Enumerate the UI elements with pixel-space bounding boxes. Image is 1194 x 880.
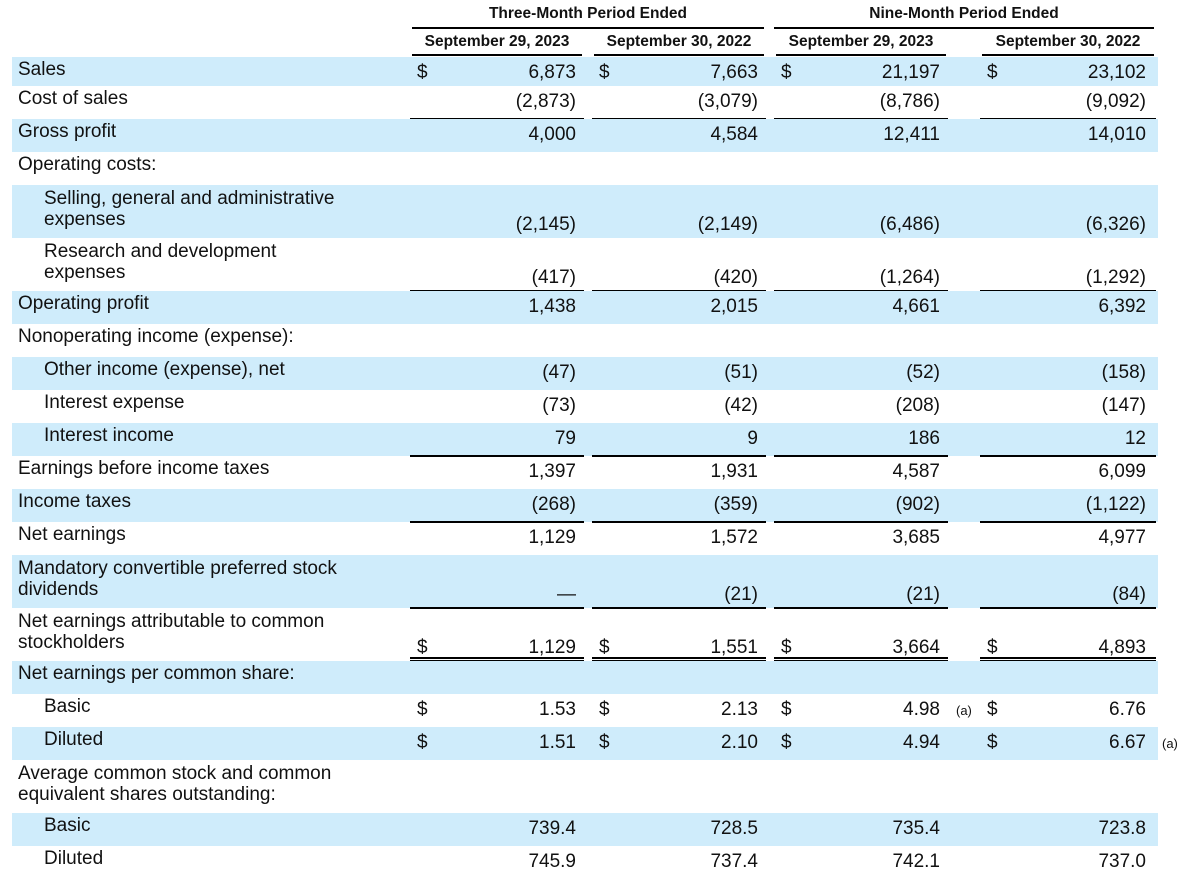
currency-symbol: $ <box>599 637 610 658</box>
value-cell: 3,664 <box>892 637 940 658</box>
value-cell: 737.4 <box>710 851 758 872</box>
value-cell: 737.0 <box>1098 851 1146 872</box>
currency-symbol: $ <box>417 732 428 753</box>
value-cell: 1,551 <box>710 637 758 658</box>
value-cell: 1,397 <box>528 461 576 482</box>
value-cell: (420) <box>713 267 758 288</box>
value-cell: (3,079) <box>697 91 758 112</box>
value-cell: (2,873) <box>515 91 576 112</box>
value-cell: 12 <box>1124 428 1146 449</box>
value-cell: — <box>557 584 576 605</box>
row-label: Earnings before income taxes <box>18 458 270 479</box>
value-cell: 1,572 <box>710 527 758 548</box>
value-cell: 2.13 <box>721 699 758 720</box>
value-cell: 186 <box>908 428 940 449</box>
value-cell: (84) <box>1112 584 1146 605</box>
value-cell: 21,197 <box>881 62 940 83</box>
value-cell: 6,873 <box>528 62 576 83</box>
row-label: Operating costs: <box>18 154 157 175</box>
value-cell: 23,102 <box>1087 62 1146 83</box>
value-cell: 4.98 <box>903 699 940 720</box>
value-cell: (268) <box>531 494 576 515</box>
value-cell: 4.94 <box>903 732 940 753</box>
value-cell: (2,145) <box>515 214 576 235</box>
value-cell: 4,587 <box>892 461 940 482</box>
value-cell: (902) <box>895 494 940 515</box>
row-label: Gross profit <box>18 121 117 142</box>
row-label: equivalent shares outstanding: <box>18 784 276 805</box>
value-cell: (8,786) <box>879 91 940 112</box>
row-label: Interest income <box>44 425 174 446</box>
row-label: Other income (expense), net <box>44 359 285 380</box>
value-cell: 4,584 <box>710 124 758 145</box>
value-cell: 4,977 <box>1098 527 1146 548</box>
value-cell: (158) <box>1101 362 1146 383</box>
value-cell: 1,129 <box>528 637 576 658</box>
value-cell: 1,129 <box>528 527 576 548</box>
value-cell: 745.9 <box>528 851 576 872</box>
column-header-2: September 30, 2022 <box>606 33 752 50</box>
row-label: Basic <box>44 815 91 836</box>
row-label: Cost of sales <box>18 88 128 109</box>
currency-symbol: $ <box>417 637 428 658</box>
currency-symbol: $ <box>987 637 998 658</box>
currency-symbol: $ <box>781 732 792 753</box>
currency-symbol: $ <box>781 637 792 658</box>
value-cell: 723.8 <box>1098 818 1146 839</box>
value-cell: (21) <box>906 584 940 605</box>
table-row <box>12 152 1158 185</box>
value-cell: (147) <box>1101 395 1146 416</box>
row-label: Mandatory convertible preferred stock <box>18 558 337 579</box>
row-label: Nonoperating income (expense): <box>18 326 294 347</box>
row-label: Net earnings <box>18 524 126 545</box>
row-label: Interest expense <box>44 392 185 413</box>
value-cell: 2.10 <box>721 732 758 753</box>
value-cell: (1,122) <box>1085 494 1146 515</box>
row-label: Basic <box>44 696 91 717</box>
row-label: expenses <box>44 262 126 283</box>
row-label: Research and development <box>44 241 277 262</box>
row-label: Net earnings attributable to common <box>18 611 325 632</box>
value-cell: 6,392 <box>1098 296 1146 317</box>
currency-symbol: $ <box>781 699 792 720</box>
value-cell: (47) <box>542 362 576 383</box>
value-cell: 6.67 <box>1109 732 1146 753</box>
value-cell: 1,931 <box>710 461 758 482</box>
currency-symbol: $ <box>781 62 792 83</box>
row-label: expenses <box>44 209 126 230</box>
value-cell: (208) <box>895 395 940 416</box>
value-cell: 14,010 <box>1087 124 1146 145</box>
value-cell: (51) <box>724 362 758 383</box>
currency-symbol: $ <box>599 699 610 720</box>
value-cell: 79 <box>554 428 576 449</box>
row-label: Average common stock and common <box>18 763 332 784</box>
column-header-4: September 30, 2022 <box>995 33 1141 50</box>
currency-symbol: $ <box>987 699 998 720</box>
value-cell: (52) <box>906 362 940 383</box>
value-cell: 6,099 <box>1098 461 1146 482</box>
value-cell: 4,661 <box>892 296 940 317</box>
row-label: Net earnings per common share: <box>18 663 295 684</box>
value-cell: 2,015 <box>710 296 758 317</box>
value-cell: 735.4 <box>892 818 940 839</box>
value-cell: 12,411 <box>883 124 940 145</box>
currency-symbol: $ <box>417 699 428 720</box>
currency-symbol: $ <box>987 62 998 83</box>
value-cell: (6,326) <box>1085 214 1146 235</box>
column-header-1: September 29, 2023 <box>424 33 570 50</box>
footnote-marker: (a) <box>1162 736 1178 751</box>
value-cell: (73) <box>542 395 576 416</box>
value-cell: 1.51 <box>539 732 576 753</box>
row-label: dividends <box>18 579 99 600</box>
value-cell: (359) <box>713 494 758 515</box>
value-cell: 4,893 <box>1098 637 1146 658</box>
row-label: Operating profit <box>18 293 149 314</box>
row-label: Diluted <box>44 729 104 750</box>
row-label: stockholders <box>18 632 125 653</box>
value-cell: (1,264) <box>879 267 940 288</box>
value-cell: 742.1 <box>892 851 940 872</box>
currency-symbol: $ <box>599 732 610 753</box>
group-header-nine-month: Nine-Month Period Ended <box>869 5 1059 22</box>
value-cell: (42) <box>724 395 758 416</box>
value-cell: (417) <box>531 267 576 288</box>
row-label: Sales <box>18 59 66 80</box>
value-cell: 7,663 <box>710 62 758 83</box>
value-cell: 4,000 <box>528 124 576 145</box>
value-cell: 728.5 <box>710 818 758 839</box>
value-cell: (2,149) <box>697 214 758 235</box>
group-header-three-month: Three-Month Period Ended <box>488 5 688 22</box>
row-label: Selling, general and administrative <box>44 188 335 209</box>
value-cell: 3,685 <box>892 527 940 548</box>
row-label: Diluted <box>44 848 104 869</box>
currency-symbol: $ <box>987 732 998 753</box>
row-label: Income taxes <box>18 491 131 512</box>
column-header-3: September 29, 2023 <box>788 33 934 50</box>
value-cell: 1.53 <box>539 699 576 720</box>
currency-symbol: $ <box>417 62 428 83</box>
value-cell: (21) <box>724 584 758 605</box>
value-cell: 6.76 <box>1109 699 1146 720</box>
value-cell: (9,092) <box>1085 91 1146 112</box>
value-cell: 739.4 <box>528 818 576 839</box>
footnote-marker: (a) <box>956 703 972 718</box>
value-cell: (1,292) <box>1085 267 1146 288</box>
value-cell: (6,486) <box>879 214 940 235</box>
value-cell: 1,438 <box>528 296 576 317</box>
value-cell: 9 <box>747 428 758 449</box>
currency-symbol: $ <box>599 62 610 83</box>
